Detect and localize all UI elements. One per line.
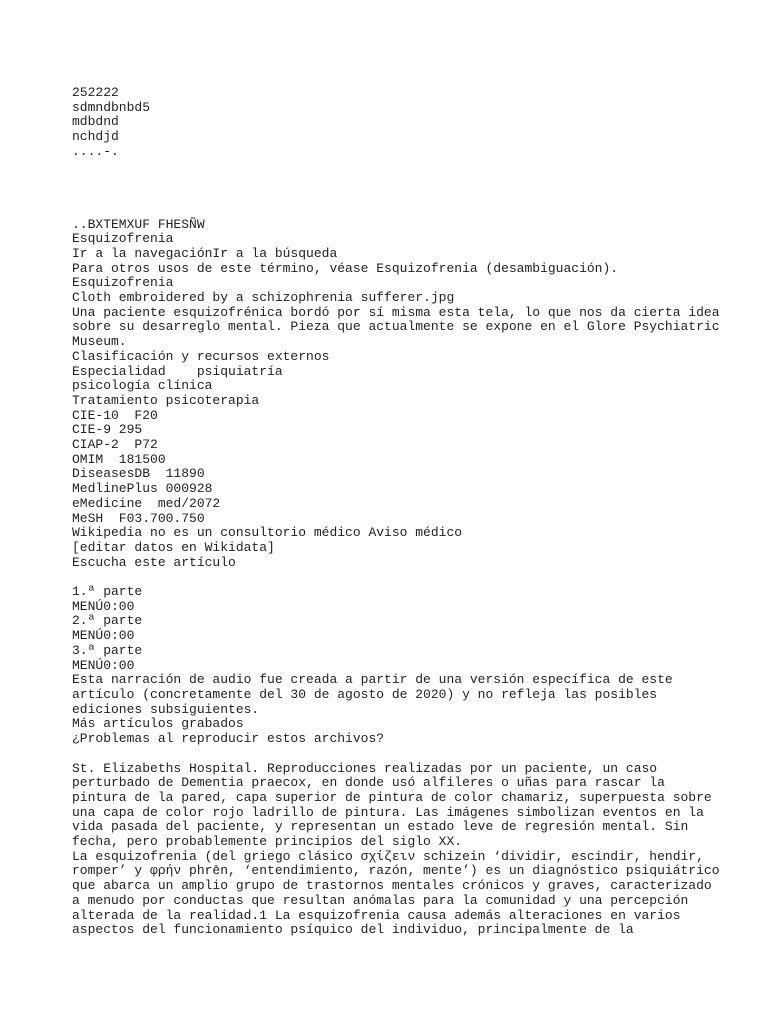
text-line: perturbado de Dementia praecox, en donde usó alfileres o uñas para rascar la xyxy=(72,775,665,791)
text-line: eMedicine med/2072 xyxy=(72,495,221,511)
header-line: 252222 xyxy=(72,85,119,100)
text-line: [editar datos en Wikidata] xyxy=(72,539,275,555)
text-line: MENÚ0:00 xyxy=(72,628,135,644)
text-line: ..BXTEMXUF FHESÑW xyxy=(72,216,205,232)
text-line: ediciones subsiguientes. xyxy=(72,701,260,717)
article-text xyxy=(72,216,720,938)
text-line: fecha, pero probablemente principios del siglo XX. xyxy=(72,834,463,850)
header-line: mdbdnd xyxy=(72,114,119,130)
text-line: Más artículos grabados xyxy=(72,716,244,732)
text-line: artículo (concretamente del 30 de agosto de 2020) y no refleja las posibles xyxy=(72,687,658,702)
text-line: Ir a la navegaciónIr a la búsqueda xyxy=(72,245,338,261)
text-line xyxy=(72,747,712,762)
header-block xyxy=(72,86,712,160)
text-line: MeSH F03.700.750 xyxy=(72,510,205,526)
text-line: CIE-9 295 xyxy=(72,422,143,438)
text-line: ¿Problemas al reproducir estos archivos? xyxy=(72,731,385,747)
text-line: Esquizofrenia xyxy=(72,231,174,247)
text-line: DiseasesDB 11890 xyxy=(72,466,205,482)
text-line: a menudo por conductas que resultan anómalas para la comunidad y una percepción xyxy=(72,892,689,908)
text-line: vida pasada del paciente, y representan un estado leve de regresión mental. Sin xyxy=(72,819,689,835)
text-line: Clasificación y recursos externos xyxy=(72,348,330,364)
text-line xyxy=(72,570,712,585)
text-line: Especialidad psiquiatría xyxy=(72,363,283,379)
text-line: St. Elizabeths Hospital. Reproducciones realizadas por un paciente, un caso xyxy=(72,760,658,776)
text-line: que abarca un amplio grupo de trastornos mentales crónicos y graves, caracterizado xyxy=(72,878,712,894)
text-line: Tratamiento psicoterapia xyxy=(72,392,260,408)
text-line: psicología clínica xyxy=(72,378,213,394)
text-line: Wikipedia no es un consultorio médico Aviso médico xyxy=(72,525,463,541)
text-line: alterada de la realidad.1 La esquizofrenia causa además alteraciones en varios xyxy=(72,907,681,923)
text-line: 1.ª parte xyxy=(72,584,143,600)
text-line: Esta narración de audio fue creada a partir de una versión específica de este xyxy=(72,672,673,688)
text-line: Escucha este artículo xyxy=(72,554,236,570)
spacer xyxy=(72,160,712,218)
text-line: La esquizofrenia (del griego clásico σχίζειν schizein ‘dividir, escindir, hendir, xyxy=(72,848,704,864)
text-line: sobre su desarreglo mental. Pieza que actualmente se expone en el Glore Psychiatric xyxy=(72,319,720,335)
text-line: una capa de color rojo ladrillo de pintura. Las imágenes simbolizan eventos en la xyxy=(72,804,704,820)
text-line: aspectos del funcionamiento psíquico del individuo, principalmente de la xyxy=(72,922,634,938)
text-line: OMIM 181500 xyxy=(72,451,166,467)
text-line: MENÚ0:00 xyxy=(72,657,135,673)
text-line: romper’ y φρήν phrēn, ‘entendimiento, razón, mente’) es un diagnóstico psiquiátrico xyxy=(72,863,720,879)
document-page xyxy=(72,85,720,938)
text-line: MENÚ0:00 xyxy=(72,598,135,614)
header-line: sdmndbnbd5 xyxy=(72,99,151,115)
text-line: 3.ª parte xyxy=(72,642,143,658)
header-line: nchdjd xyxy=(72,129,119,145)
text-line: Esquizofrenia xyxy=(72,275,174,291)
text-line: Museum. xyxy=(72,334,127,350)
text-line: pintura de la pared, capa superior de pintura de color chamariz, superpuesta sobre xyxy=(72,789,712,805)
header-line: ....-. xyxy=(72,143,119,159)
text-line: CIE-10 F20 xyxy=(72,407,158,423)
text-line: 2.ª parte xyxy=(72,613,143,629)
text-line: Para otros usos de este término, véase Esquizofrenia (desambiguación). xyxy=(72,260,619,276)
text-line: Una paciente esquizofrénica bordó por sí misma esta tela, lo que nos da cierta idea xyxy=(72,304,720,320)
text-line: Cloth embroidered by a schizophrenia sufferer.jpg xyxy=(72,290,455,306)
text-line: CIAP-2 P72 xyxy=(72,437,158,453)
text-line: MedlinePlus 000928 xyxy=(72,481,213,497)
